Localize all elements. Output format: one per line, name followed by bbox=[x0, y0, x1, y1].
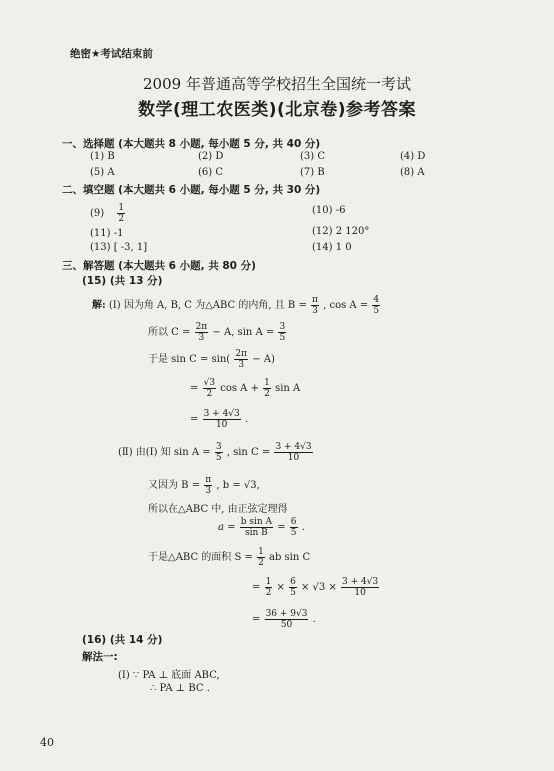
numerator: π bbox=[205, 475, 212, 485]
page-number: 40 bbox=[40, 736, 54, 749]
fraction bbox=[204, 475, 212, 496]
answer-7: (7) B bbox=[300, 167, 325, 178]
denominator: 10 bbox=[354, 588, 366, 598]
section-3-title: 三、解答题 (本大题共 6 小题, 共 80 分) bbox=[62, 260, 256, 272]
fraction bbox=[203, 378, 216, 399]
fill-answer-14: (14) 1 0 bbox=[312, 242, 352, 253]
section-2-title: 二、填空题 (本大题共 6 小题, 每小题 5 分, 共 30 分) bbox=[62, 184, 321, 196]
denominator: 3 bbox=[238, 360, 245, 370]
numerator: 36 + 9√3 bbox=[265, 609, 308, 619]
section-1-title: 一、选择题 (本大题共 8 小题, 每小题 5 分, 共 40 分) bbox=[62, 138, 321, 150]
numerator: 2π bbox=[195, 322, 208, 332]
fraction bbox=[265, 609, 309, 630]
text-segment: , sin C = bbox=[226, 447, 271, 458]
numerator: b sin A bbox=[240, 517, 272, 527]
denominator: 5 bbox=[373, 306, 380, 316]
text-segment: = bbox=[277, 522, 286, 533]
fill-answer-12: (12) 2 120° bbox=[312, 226, 370, 237]
denominator: 5 bbox=[215, 453, 222, 463]
fraction bbox=[289, 577, 297, 598]
numerator: 6 bbox=[290, 517, 297, 527]
text-segment: a = bbox=[218, 522, 236, 533]
problem-16-heading: (16) (共 14 分) bbox=[82, 634, 163, 646]
text-segment: − A, sin A = bbox=[212, 327, 275, 338]
solution-16-line-1: (Ⅰ) ∵ PA ⊥ 底面 ABC, bbox=[118, 670, 220, 681]
fraction bbox=[240, 517, 273, 538]
numerator: 1 bbox=[258, 547, 264, 557]
text-segment: 又因为 B = bbox=[148, 480, 201, 491]
numerator: 6 bbox=[290, 577, 296, 587]
exam-title: 2009 年普通高等学校招生全国统一考试 bbox=[143, 75, 411, 93]
answer-1: (1) B bbox=[90, 151, 115, 162]
text-segment: 所以 C = bbox=[148, 327, 191, 338]
numerator: 1 bbox=[264, 378, 270, 388]
answer-5: (5) A bbox=[90, 167, 115, 178]
answer-label: (9) bbox=[90, 208, 105, 219]
solution-part-2-line-4: a = $\frac{\text{b sin A}}{\text{sin B}}$ = $\frac{6}{5}$ . bbox=[218, 517, 305, 538]
text-segment: (Ⅰ) 因为角 A, B, C 为△ABC 的内角, 且 B = bbox=[108, 300, 307, 311]
text-segment: 于是 sin C = sin( bbox=[148, 354, 231, 365]
text-segment: , cos A = bbox=[323, 300, 369, 311]
denominator: sin B bbox=[244, 528, 268, 538]
answer-4: (4) D bbox=[400, 151, 426, 162]
fraction bbox=[274, 442, 312, 463]
solution-line-2 bbox=[148, 322, 287, 343]
denominator: 3 bbox=[205, 486, 212, 496]
fraction bbox=[263, 378, 271, 399]
fraction bbox=[257, 547, 265, 568]
answer-2: (2) D bbox=[198, 151, 224, 162]
text-segment: sin A bbox=[275, 383, 301, 394]
numerator: 3 + 4√3 bbox=[342, 577, 379, 587]
fill-answer-13: (13) [ -3, 1] bbox=[90, 242, 148, 253]
fraction bbox=[372, 295, 380, 316]
numerator: √3 bbox=[203, 378, 216, 388]
fraction bbox=[290, 517, 298, 538]
solution-16-line-2: ∴ PA ⊥ BC . bbox=[150, 683, 210, 694]
text-segment: , b = √3, bbox=[216, 480, 260, 491]
text-segment: 于是△ABC 的面积 S = bbox=[148, 552, 253, 563]
solution-part-2-line-7: = $\frac{36 + 9√3}{50}$ . bbox=[252, 609, 316, 630]
numerator: 3 bbox=[215, 442, 222, 452]
fraction bbox=[278, 322, 286, 343]
answer-3: (3) C bbox=[300, 151, 325, 162]
solution-part-2-line-2 bbox=[148, 475, 260, 496]
denominator: 2 bbox=[118, 214, 125, 224]
numerator: 3 + 4√3 bbox=[275, 442, 312, 452]
denominator: 2 bbox=[206, 389, 213, 399]
fraction bbox=[265, 577, 273, 598]
solution-label: 解: bbox=[92, 300, 106, 311]
page-title: 数学(理工农医类)(北京卷)参考答案 bbox=[137, 100, 417, 120]
denominator: 10 bbox=[215, 420, 228, 430]
solution-line-3 bbox=[148, 349, 275, 370]
denominator: 2 bbox=[258, 558, 264, 568]
text-segment: ab sin C bbox=[268, 552, 311, 563]
numerator: 3 bbox=[279, 322, 286, 332]
confidential-label: 绝密★考试结束前 bbox=[70, 48, 153, 60]
solution-line-1 bbox=[92, 295, 381, 316]
numerator: 2π bbox=[235, 349, 248, 359]
text-segment: × bbox=[276, 582, 285, 593]
fraction bbox=[234, 349, 248, 370]
method-label: 解法一: bbox=[82, 651, 118, 663]
solution-part-2-line-3: 所以在△ABC 中, 由正弦定理得 bbox=[148, 504, 288, 515]
fraction bbox=[117, 203, 125, 224]
fill-answer-10: (10) -6 bbox=[312, 205, 346, 216]
answer-6: (6) C bbox=[198, 167, 223, 178]
denominator: 10 bbox=[287, 453, 300, 463]
fraction bbox=[311, 295, 319, 316]
denominator: 3 bbox=[312, 306, 318, 316]
fraction bbox=[195, 322, 209, 343]
denominator: 2 bbox=[265, 588, 272, 598]
denominator: 5 bbox=[290, 588, 296, 598]
denominator: 3 bbox=[198, 333, 205, 343]
numerator: 4 bbox=[373, 295, 380, 305]
numerator: 3 + 4√3 bbox=[203, 409, 240, 419]
fraction bbox=[341, 577, 379, 598]
denominator: 2 bbox=[264, 389, 270, 399]
numerator: π bbox=[312, 295, 318, 305]
numerator: 1 bbox=[265, 577, 272, 587]
text-segment: (Ⅱ) 由(Ⅰ) 知 sin A = bbox=[118, 447, 211, 458]
fill-answer-9 bbox=[90, 203, 126, 224]
solution-part-2-line-5 bbox=[148, 547, 310, 568]
answer-8: (8) A bbox=[400, 167, 425, 178]
fill-answer-11: (11) -1 bbox=[90, 228, 124, 239]
fraction bbox=[203, 409, 241, 430]
solution-part-2-line-6: = $\frac{1}{2}$ × $\frac{6}{5}$ × √3 × $\frac{3 + 4√3}{10}$ bbox=[252, 577, 379, 598]
denominator: 5 bbox=[290, 528, 297, 538]
problem-15-heading: (15) (共 13 分) bbox=[82, 275, 163, 287]
solution-part-2-line-1 bbox=[118, 442, 314, 463]
fraction bbox=[215, 442, 223, 463]
solution-line-4: = $\frac{√3}{2}$ cos A + $\frac{1}{2}$ sin A bbox=[190, 378, 301, 399]
numerator: 1 bbox=[118, 203, 125, 213]
text-segment: − A) bbox=[252, 354, 275, 365]
text-segment: × √3 × bbox=[301, 582, 337, 593]
denominator: 50 bbox=[280, 620, 293, 630]
solution-line-5: = $\frac{3 + 4√3}{10}$ . bbox=[190, 409, 249, 430]
text-segment: cos A + bbox=[220, 383, 259, 394]
denominator: 5 bbox=[279, 333, 286, 343]
